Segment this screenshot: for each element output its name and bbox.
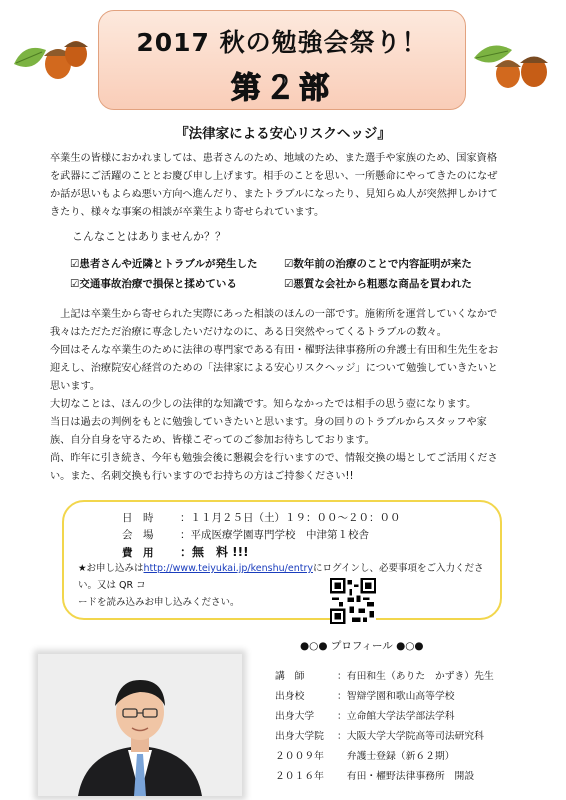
text-line: 族、自分自身を守るため、皆様こぞってのご参加お待ちしております。 bbox=[50, 435, 375, 446]
profile-row bbox=[275, 728, 484, 742]
lecture-title: 『法律家による安心リスクヘッジ』 bbox=[175, 126, 391, 142]
body-paragraph bbox=[50, 306, 522, 486]
text-line: 大切なことは、ほんの少しの法律的な知識です。知らなかったでは相手の思う壺になります。 bbox=[50, 399, 477, 410]
acorn-leaf-icon-left bbox=[12, 28, 92, 88]
profile-row bbox=[275, 748, 455, 762]
text-line: 尚、昨年に引き続き、今年も勉強会後に懇親会を行いますので、情報交換の場としてご活用くださ bbox=[50, 453, 498, 464]
event-venue-value: ：平成医療学園専門学校 中津第１校舎 bbox=[180, 529, 369, 541]
profile-label: 出身校 bbox=[275, 691, 305, 702]
event-fee bbox=[122, 543, 249, 560]
text-line: 上記は卒業生から寄せられた実際にあった相談のほんの一部です。施術所を運営していくなかで bbox=[50, 309, 498, 320]
lecturer-photo bbox=[38, 654, 242, 796]
text-line: 思います。 bbox=[50, 381, 101, 392]
event-venue-label: 会 場 bbox=[122, 529, 154, 541]
profile-row bbox=[275, 768, 474, 782]
profile-value: ：立命館大学法学部法学科 bbox=[337, 711, 455, 722]
profile-label: 出身大学院 bbox=[275, 731, 324, 742]
apply-line2: ードを読み込みお申し込みください。 bbox=[78, 597, 240, 608]
profile-value: 弁護士登録（新６２期） bbox=[337, 751, 455, 762]
profile-label: 出身大学 bbox=[275, 711, 315, 722]
profile-label: ２００９年 bbox=[275, 751, 324, 762]
checklist-item: ☑交通事故治療で損保と揉めている bbox=[70, 278, 237, 290]
event-venue bbox=[122, 527, 369, 542]
apply-suffix: にログインし、必要事項をご入力ください。又は QR コ bbox=[78, 563, 484, 591]
event-fee-label: 費 用 bbox=[122, 547, 154, 559]
acorn-leaf-icon-right bbox=[470, 36, 556, 96]
text-line: 我々はただただ治療に専念したいだけなのに、ある日突然やってくるトラブルの数々。 bbox=[50, 327, 447, 338]
checklist-item: ☑数年前の治療のことで内容証明が来た bbox=[284, 258, 472, 270]
profile-label: ２０１６年 bbox=[275, 771, 324, 782]
application-note bbox=[78, 560, 498, 611]
profile-value: ：智辯学園和歌山高等学校 bbox=[337, 691, 455, 702]
profile-row bbox=[275, 708, 455, 722]
event-date-value: ：１１月２５日（土）１９：００～２０：００ bbox=[180, 512, 401, 524]
text-line: か話が思いもよらぬ悪い方向へ進んだり、またトラブルになったり、見知らぬ人が突然押しかけて bbox=[50, 189, 498, 200]
text-line: 卒業生の皆様におかれましては、患者さんのため、地域のため、また選手や家族のため、国家資格 bbox=[50, 153, 498, 164]
event-date-label: 日 時 bbox=[122, 512, 154, 524]
text-line: きたり、様々な事案の相談が卒業生より寄せられています。 bbox=[50, 207, 325, 218]
qr-code-icon[interactable] bbox=[330, 578, 376, 624]
page-subtitle: 第２部 bbox=[231, 71, 333, 106]
checklist-item: ☑患者さんや近隣とトラブルが発生した bbox=[70, 258, 258, 270]
portrait-image bbox=[38, 654, 242, 796]
profile-heading: ●○● プロフィール ●○● bbox=[300, 640, 424, 652]
event-date bbox=[122, 510, 401, 525]
profile-label: 講 師 bbox=[275, 671, 305, 682]
title-banner bbox=[98, 10, 466, 110]
entry-link[interactable]: http://www.teiyukai.jp/kenshu/entry bbox=[143, 563, 313, 574]
question-text: こんなことはありませんか？？ bbox=[72, 230, 226, 243]
profile-value: 有田・櫂野法律事務所 開設 bbox=[337, 771, 475, 782]
intro-paragraph bbox=[50, 150, 520, 222]
profile-row bbox=[275, 688, 455, 702]
text-line: 迎えし、治療院安心経営のための「法律家による安心リスクヘッジ」について勉強していきたいと bbox=[50, 363, 498, 374]
checklist-item: ☑悪質な会社から粗悪な商品を買われた bbox=[284, 278, 472, 290]
text-line: い。また、名刺交換も行いますのでお持ちの方はご持参ください!! bbox=[50, 471, 354, 482]
profile-value: ：大阪大学大学院高等司法研究科 bbox=[337, 731, 484, 742]
profile-value: ：有田和生（ありた かずき）先生 bbox=[337, 671, 494, 682]
event-fee-value: ：無 料 !!! bbox=[180, 545, 249, 559]
text-line: 今回はそんな卒業生のために法律の専門家である有田・櫂野法律事務所の弁護士有田和生先生をお bbox=[50, 345, 499, 356]
apply-prefix: ★お申し込みは bbox=[78, 563, 144, 574]
page-title: 2017 秋の勉強会祭り！ bbox=[136, 28, 428, 57]
text-line: 当日は過去の判例をもとに勉強していきたいと思います。身の回りのトラブルからスタッフや家 bbox=[50, 417, 487, 428]
profile-row bbox=[275, 668, 494, 682]
text-line: を武器にご活躍のこととお慶び申し上げます。相手のことを思い、一所懸命にやってきたのになぜ bbox=[50, 171, 498, 182]
